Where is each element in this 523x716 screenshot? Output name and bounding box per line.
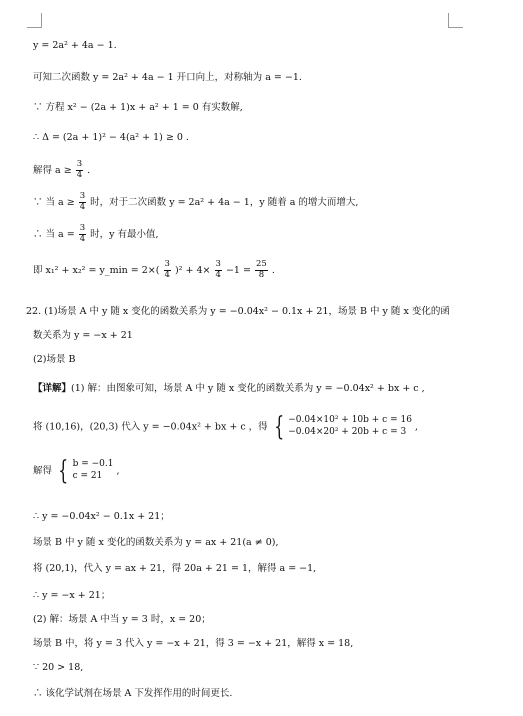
substitution-line-b: 将 (20,1)，代入 y = ax + 21，得 20a + 21 = 1，解得 a = −1, (33, 563, 317, 574)
result-line-b: ∴ y = −x + 21； (33, 590, 111, 601)
question-22-answer-1: 22. (1)场景 A 中 y 随 x 变化的函数关系为 y = −0.04x² − 0.1x + 21，场景 B 中 y 随 x 变化的函 (26, 306, 450, 317)
solution-line-1: y = 2a² + 4a − 1. (33, 40, 117, 51)
fraction: $\frac{25}{8}$ (255, 259, 267, 280)
equation-system: −0.04×10² + 10b + c = 16 −0.04×20² + 20b + c = 3 (288, 415, 412, 437)
fraction: $\frac{3}{4}$ (79, 223, 86, 244)
solve-line-a: 解得 { b = −0.1 c = 21 , (33, 456, 120, 486)
question-22-answer-1-cont: 数关系为 y = −x + 21 (33, 330, 133, 341)
solution-line-5: 解得 a ≥ $\frac{3}{4}$ . (33, 159, 91, 180)
detail-heading-line: 【详解】(1) 解：由图象可知，场景 A 中 y 随 x 变化的函数关系为 y = −0.04x² + bx + c , (33, 383, 425, 394)
system-brace: { (58, 456, 69, 486)
conclusion-line: ∴ 该化学试剂在场景 A 下发挥作用的时间更长. (33, 688, 233, 699)
solution-line-7: ∴ 当 a = $\frac{3}{4}$ 时，y 有最小值, (33, 223, 159, 244)
fraction: $\frac{3}{4}$ (215, 259, 221, 280)
scene-b-line: 场景 B 中，将 y = 3 代入 y = −x + 21，得 3 = −x + 21，解得 x = 18, (33, 638, 354, 649)
solution-line-4: ∴ Δ = (2a + 1)² − 4(a² + 1) ≥ 0 . (33, 132, 189, 143)
fraction: $\frac{3}{4}$ (79, 191, 86, 212)
result-line-a: ∴ y = −0.04x² − 0.1x + 21； (33, 511, 170, 522)
page-corner-mark-right (448, 13, 463, 28)
function-line-b: 场景 B 中 y 随 x 变化的函数关系为 y = ax + 21(a ≠ 0), (33, 537, 279, 548)
equation-system: b = −0.1 c = 21 (72, 459, 114, 481)
solution-line-2: 可知二次函数 y = 2a² + 4a − 1 开口向上，对称轴为 a = −1. (33, 72, 302, 83)
system-brace: { (274, 412, 284, 442)
solution-line-8: 即 x₁² + x₂² = y_min = 2×( $\frac{3}{4}$ )² + 4× $\frac{3}{4}$ −1 = $\frac{25}{8}$ . (33, 259, 275, 280)
part-2-line: (2) 解：场景 A 中当 y = 3 时，x = 20； (33, 614, 211, 625)
fraction: $\frac{3}{4}$ (164, 259, 170, 280)
detail-tag: 【详解】 (33, 383, 72, 394)
page-corner-mark-left (27, 13, 42, 28)
substitution-line-a: 将 (10,16)，(20,3) 代入 y = −0.04x² + bx + c ，得 { −0.04×10² + 10b + c = 16 −0.04×20² + 20b + c = 3 , (33, 412, 418, 442)
fraction: $\frac{3}{4}$ (76, 159, 83, 180)
solution-line-6: ∵ 当 a ≥ $\frac{3}{4}$ 时，对于二次函数 y = 2a² + 4a − 1，y 随着 a 的增大而增大, (33, 191, 359, 212)
question-22-answer-2: (2)场景 B (33, 354, 76, 365)
compare-line: ∵ 20 > 18, (33, 662, 84, 673)
solution-line-3: ∵ 方程 x² − (2a + 1)x + a² + 1 = 0 有实数解, (33, 102, 243, 113)
